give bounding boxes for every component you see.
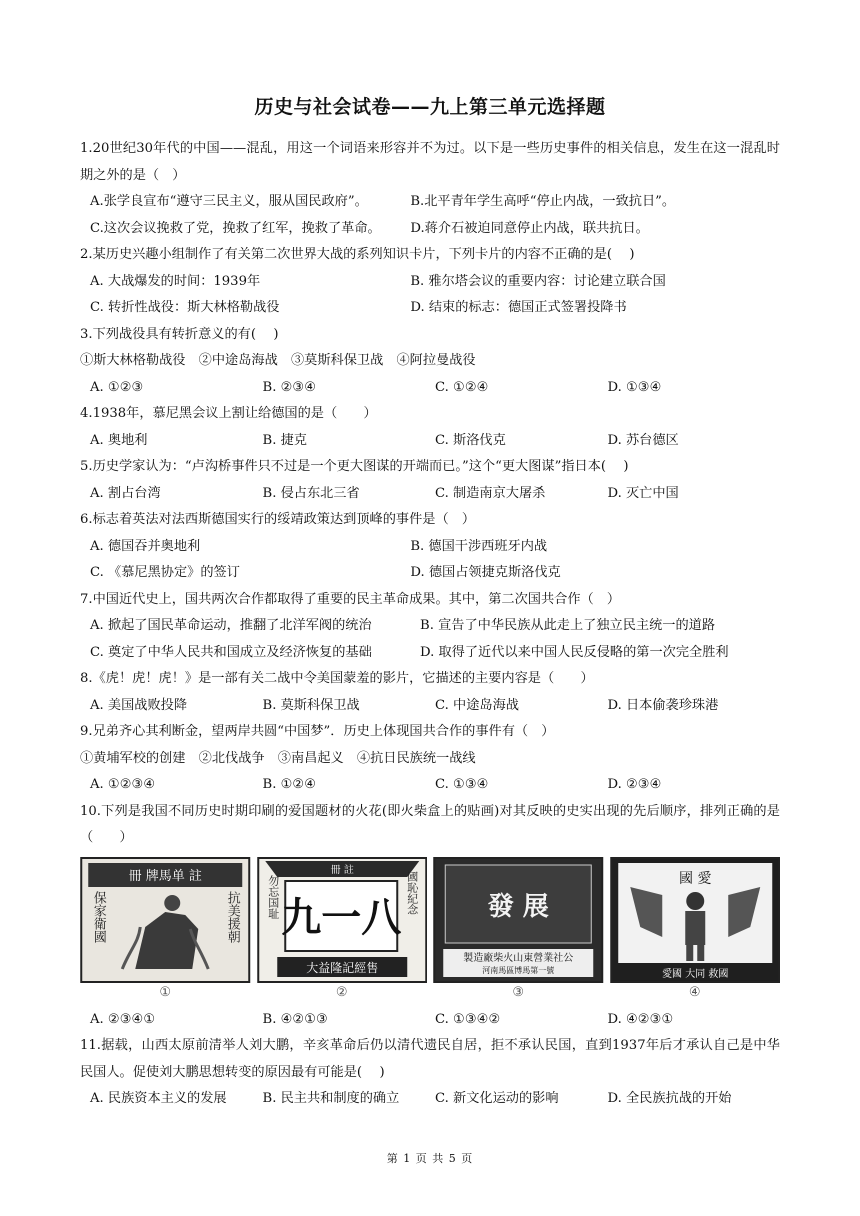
option-d: D. 取得了近代以来中国人民反侵略的第一次完全胜利 — [420, 644, 729, 660]
option-c: C. 中途岛海战 — [435, 697, 519, 713]
question-2-stem: 2.某历史兴趣小组制作了有关第二次世界大战的系列知识卡片，下列卡片的内容不正确的是( ) — [80, 247, 635, 262]
option-c: C. 转折性战役：斯大林格勒战役 — [90, 300, 280, 315]
question-3-items: ①斯大林格勒战役 ②中途岛海战 ③莫斯科保卫战 ④阿拉曼战役 — [80, 353, 476, 368]
question-6-options — [80, 534, 780, 561]
option-c: C.这次会议挽救了党，挽救了红军，挽救了革命。 — [90, 220, 381, 236]
option-a: A. ②③④① — [90, 1011, 156, 1027]
option-b: B. ①②④ — [262, 777, 317, 792]
option-a: A. 民族资本主义的发展 — [90, 1091, 227, 1106]
option-d: D. 日本偷袭珍珠港 — [607, 697, 719, 713]
matchbox-4-number: ④ — [688, 984, 701, 1000]
matchbox-2 — [257, 857, 428, 1007]
option-a: A. ①②③④ — [90, 777, 156, 792]
question-7-options — [80, 613, 780, 640]
question-10-stem: 10.下列是我国不同历史时期印刷的爱国题材的火花(即火柴盒上的贴画)对其反映的史实出现的先后顺序，排列正确的是（ ） — [80, 803, 780, 845]
option-a: A. 掀起了国民革命运动，推翻了北洋军阀的统治 — [90, 618, 372, 633]
page-footer: 第 1 页 共 5 页 — [386, 1152, 474, 1165]
option-b: B. 民主共和制度的确立 — [262, 1091, 400, 1106]
option-d: D. 全民族抗战的开始 — [607, 1091, 732, 1106]
question-6-options-2 — [80, 560, 780, 587]
question-4-stem: 4.1938年，慕尼黑会议上割让给德国的是（ ） — [80, 406, 377, 421]
option-a: A.张学良宣布“遵守三民主义，服从国民政府”。 — [90, 194, 368, 209]
matchbox-2-left: 勿忘国耻 — [266, 874, 280, 919]
option-b: B. 德国干涉西班牙内战 — [410, 538, 548, 554]
option-c: C. 斯洛伐克 — [435, 432, 506, 448]
question-5-options — [80, 481, 780, 508]
question-6-stem: 6.标志着英法对法西斯德国实行的绥靖政策达到顶峰的事件是（ ） — [80, 512, 476, 527]
question-2-options-2 — [80, 295, 780, 322]
matchbox-3-top: 發 展 — [487, 891, 549, 922]
option-a: A. 德国吞并奥地利 — [90, 538, 201, 554]
question-3-stem: 3.下列战役具有转折意义的有( ) — [80, 326, 279, 342]
option-c: C. ①②④ — [435, 379, 489, 395]
option-d: D.蒋介石被迫同意停止内战，联共抗日。 — [410, 220, 649, 236]
matchbox-4-bottom: 愛國 大同 救國 — [661, 968, 728, 980]
option-c: C. ①③④② — [435, 1011, 501, 1027]
option-a: A. ①②③ — [90, 379, 144, 395]
option-a: A. 美国战败投降 — [90, 697, 188, 713]
option-a: A. 奥地利 — [90, 432, 148, 448]
matchbox-4-image — [610, 857, 781, 983]
option-a: A. 割占台湾 — [90, 485, 161, 501]
matchbox-2-bottom: 大益隆記經售 — [305, 960, 378, 975]
option-b: B. ②③④ — [262, 379, 317, 395]
option-d: D. 苏台德区 — [607, 432, 679, 448]
option-b: B. 莫斯科保卫战 — [262, 697, 360, 713]
question-8-stem: 8.《虎！虎！虎！》是一部有关二战中令美国蒙羞的影片，它描述的主要内容是（ ） — [80, 671, 594, 686]
question-2-options — [80, 269, 780, 296]
option-d: D. 灭亡中国 — [607, 485, 679, 501]
option-b: B. ④②①③ — [262, 1011, 328, 1027]
option-b: B.北平青年学生高呼“停止内战，一致抗日”。 — [410, 194, 676, 209]
matchbox-3-bottom: 製造廠柴火山東營業社公 — [463, 952, 574, 964]
matchbox-1-left: 保家衛國 — [90, 890, 106, 943]
question-8-options — [80, 693, 780, 720]
option-b: B. 侵占东北三省 — [262, 485, 360, 501]
matchbox-3 — [433, 857, 604, 1007]
matchbox-1-image — [80, 857, 251, 983]
matchbox-3-image — [433, 857, 604, 983]
question-9-stem: 9.兄弟齐心其利断金，望两岸共圆“中国梦”．历史上体现国共合作的事件有（ ） — [80, 724, 555, 739]
option-c: C. ①③④ — [435, 777, 489, 792]
option-a: A. 大战爆发的时间：1939年 — [90, 273, 261, 289]
option-c: C. 制造南京大屠杀 — [435, 485, 546, 501]
option-d: D. ①③④ — [607, 379, 662, 395]
question-7-options-2 — [80, 640, 780, 667]
question-11-stem: 11.据载，山西太原前清举人刘大鹏，辛亥革命后仍以清代遗民自居，拒不承认民国，直到1937年后才承认自己是中华民国人。促使刘大鹏思想转变的原因最有可能是( ) — [80, 1038, 780, 1080]
option-b: B. 宣告了中华民族从此走上了独立民主统一的道路 — [420, 618, 716, 633]
matchbox-1-right: 抗美援朝 — [224, 890, 240, 943]
matchbox-2-big: 九一八 — [280, 893, 401, 941]
option-b: B. 雅尔塔会议的重要内容：讨论建立联合国 — [410, 273, 666, 289]
option-d: D. ②③④ — [607, 777, 662, 792]
question-list — [80, 136, 780, 1113]
matchbox-2-top: 冊 註 — [330, 864, 354, 876]
matchbox-1-top: 冊 牌馬单 註 — [128, 868, 202, 884]
matchbox-2-image — [257, 857, 428, 983]
question-3-options — [80, 375, 780, 402]
person-icon — [686, 892, 704, 910]
matchbox-4-top: 國 愛 — [678, 870, 711, 887]
matchbox-1 — [80, 857, 251, 1007]
question-4-options — [80, 428, 780, 455]
question-7-stem: 7.中国近代史上，国共两次合作都取得了重要的民主革命成果。其中，第二次国共合作（ ） — [80, 591, 621, 607]
question-1-options — [80, 189, 780, 216]
question-1-stem: 1.20世纪30年代的中国——混乱，用这一个词语来形容并不为过。以下是一些历史事件的相关信息，发生在这一混乱时期之外的是（ ） — [80, 141, 780, 183]
question-1-options-2 — [80, 216, 780, 243]
matchbox-2-right: 國恥紀念 — [405, 870, 419, 915]
page-title: 历史与社会试卷——九上第三单元选择题 — [254, 96, 606, 118]
question-9-options — [80, 772, 780, 799]
option-c: C. 《慕尼黑协定》的签订 — [90, 565, 240, 580]
matchbox-4 — [610, 857, 781, 1007]
matchbox-3-number: ③ — [512, 984, 525, 1000]
question-9-items: ①黄埔军校的创建 ②北伐战争 ③南昌起义 ④抗日民族统一战线 — [80, 750, 476, 766]
option-c: C. 奠定了中华人民共和国成立及经济恢复的基础 — [90, 644, 372, 660]
option-b: B. 捷克 — [262, 432, 307, 448]
option-d: D. ④②③① — [607, 1011, 674, 1027]
question-5-stem: 5.历史学家认为：“卢沟桥事件只不过是一个更大图谋的开端而已。”这个“更大图谋”指日本( ) — [80, 459, 629, 474]
matchbox-1-number: ① — [159, 984, 172, 1000]
option-c: C. 新文化运动的影响 — [435, 1091, 559, 1106]
matchbox-images — [80, 857, 780, 1007]
option-d: D. 德国占领捷克斯洛伐克 — [410, 565, 561, 580]
matchbox-3-small: 河南馬區博馬第一號 — [482, 965, 555, 975]
question-11-options — [80, 1086, 780, 1113]
question-10-options — [80, 1007, 780, 1034]
option-d: D. 结束的标志：德国正式签署投降书 — [410, 300, 627, 315]
matchbox-2-number: ② — [335, 984, 348, 1000]
